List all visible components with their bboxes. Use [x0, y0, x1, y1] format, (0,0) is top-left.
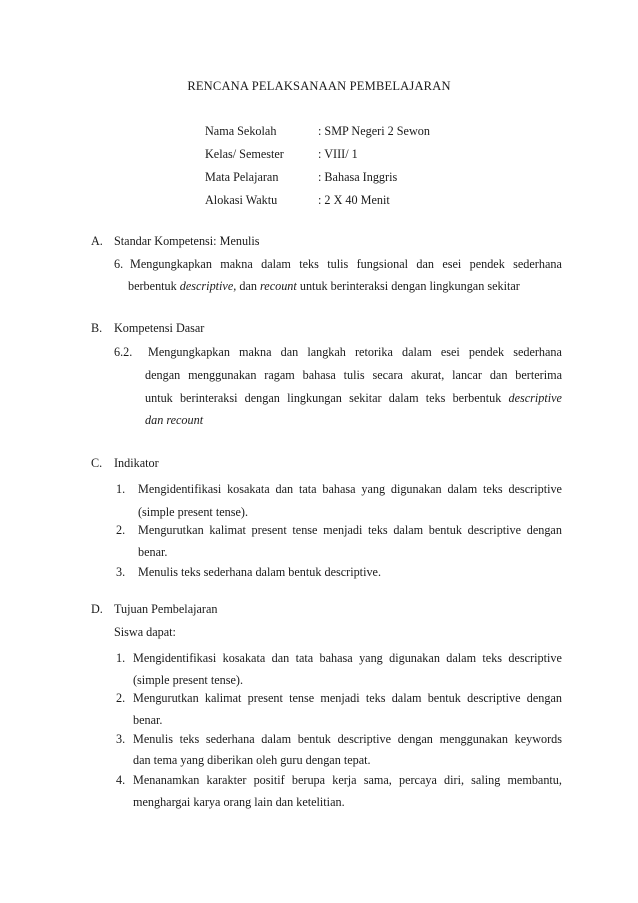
word: berbentuk: [452, 391, 502, 405]
word: berupa: [291, 773, 326, 787]
word: teks: [179, 732, 200, 746]
word: Menulis: [133, 732, 173, 746]
word: descriptive: [467, 691, 521, 705]
word: teks: [482, 651, 503, 665]
word: tulis: [327, 257, 349, 271]
word: dalam: [391, 691, 422, 705]
section-d-letter: D.: [91, 602, 103, 616]
identity-label-class: Kelas/ Semester: [205, 147, 284, 161]
identity-label-time: Alokasi Waktu: [205, 193, 278, 207]
word: dengan: [526, 691, 562, 705]
word: dan: [280, 345, 299, 359]
word: descriptive: [508, 482, 562, 496]
indicator-1-number: 1.: [116, 482, 126, 496]
objective-1-line-1: [133, 652, 562, 664]
word: berinteraksi: [179, 391, 238, 405]
word: untuk: [145, 391, 173, 405]
word: descriptive: [337, 732, 392, 746]
section-a-line-1: [130, 258, 562, 270]
word: berterima: [515, 368, 562, 382]
word: tata: [298, 482, 317, 496]
word: kalimat: [209, 523, 246, 537]
word: teks: [299, 257, 319, 271]
section-b-line-1: [148, 346, 562, 358]
identity-value-subject: : Bahasa Inggris: [318, 170, 398, 184]
word: diri,: [444, 773, 465, 787]
identity-value-time: : 2 X 40 Menit: [318, 193, 390, 207]
word: lingkungan: [287, 391, 342, 405]
word: dengan: [397, 732, 433, 746]
word: makna: [220, 257, 253, 271]
objective-3-number: 3.: [116, 732, 126, 746]
word: yang: [359, 651, 383, 665]
word: percaya: [398, 773, 437, 787]
word: bentuk: [428, 523, 462, 537]
objective-3-line-2: dan tema yang diberikan oleh guru dengan tepat.: [133, 753, 371, 767]
word: langkah: [307, 345, 346, 359]
word: ragam: [264, 368, 295, 382]
identity-label-school: Nama Sekolah: [205, 124, 277, 138]
section-d-intro: Siswa dapat:: [114, 625, 176, 639]
section-b-line-4: dan recount: [145, 413, 204, 427]
word: dan: [489, 368, 508, 382]
word: descriptive: [508, 651, 562, 665]
word: karakter: [206, 773, 247, 787]
word: Mengungkapkan: [148, 345, 230, 359]
word: teks: [365, 691, 386, 705]
word: present: [247, 691, 283, 705]
word: dalam: [261, 257, 291, 271]
word: sama,: [363, 773, 392, 787]
word: lancar: [452, 368, 482, 382]
word: tata: [295, 651, 314, 665]
word: Menanamkan: [133, 773, 200, 787]
word: sederhana: [205, 732, 255, 746]
word: esei: [442, 257, 462, 271]
section-b-letter: B.: [91, 321, 103, 335]
section-a-line-2: berbentuk descriptive, dan recount untuk berinteraksi dengan lingkungan sekitar: [128, 279, 520, 293]
word: akurat,: [410, 368, 445, 382]
word: kerja: [332, 773, 357, 787]
word: sederhana: [513, 257, 562, 271]
word: dalam: [446, 651, 477, 665]
word: dan: [271, 651, 290, 665]
word: tense: [292, 523, 318, 537]
word: menjadi: [323, 523, 363, 537]
word: yang: [361, 482, 386, 496]
word: secara: [372, 368, 403, 382]
indicator-1-line-1: [138, 483, 562, 495]
word: dengan: [244, 391, 280, 405]
indicator-2-number: 2.: [116, 523, 126, 537]
word: dalam: [447, 482, 478, 496]
word: saling: [471, 773, 501, 787]
section-b-item-number: 6.2.: [114, 345, 133, 359]
word: fungsional: [356, 257, 409, 271]
word: dalam: [393, 523, 424, 537]
word: tulis: [343, 368, 365, 382]
section-b-line-2: [145, 369, 562, 381]
word: dalam: [261, 732, 292, 746]
word: Mengurutkan: [138, 523, 204, 537]
word: descriptive: [467, 523, 522, 537]
word: menjadi: [320, 691, 360, 705]
word: Mengungkapkan: [130, 257, 212, 271]
section-d-heading: Tujuan Pembelajaran: [114, 602, 218, 616]
section-b-line-3: [145, 392, 562, 404]
objective-2-number: 2.: [116, 691, 126, 705]
word: positif: [253, 773, 285, 787]
word: bentuk: [297, 732, 331, 746]
indicator-2-line-2: benar.: [138, 545, 168, 559]
word: bahasa: [319, 651, 353, 665]
identity-value-school: : SMP Negeri 2 Sewon: [318, 124, 430, 138]
word: digunakan: [390, 482, 442, 496]
word: makna: [239, 345, 272, 359]
word: pendek: [469, 257, 505, 271]
word: tense: [289, 691, 315, 705]
word: teks: [483, 482, 503, 496]
objective-2-line-1: [133, 692, 562, 704]
word: membantu,: [507, 773, 562, 787]
word: digunakan: [389, 651, 440, 665]
word-emphasis: descriptive: [508, 391, 562, 405]
indicator-2-line-1: [138, 524, 562, 536]
objective-4-line-1: [133, 774, 562, 786]
word: dalam: [388, 391, 419, 405]
section-a-item-number: 6.: [114, 257, 124, 271]
word: bahasa: [302, 368, 336, 382]
word: kalimat: [204, 691, 242, 705]
indicator-3-line-1: Menulis teks sederhana dalam bentuk descriptive.: [138, 565, 382, 579]
word: menggunakan: [188, 368, 257, 382]
indicator-1-line-2: (simple present tense).: [138, 505, 248, 519]
word: sekitar: [349, 391, 382, 405]
word: Mengurutkan: [133, 691, 199, 705]
objective-1-line-2: (simple present tense).: [133, 673, 243, 687]
identity-label-subject: Mata Pelajaran: [205, 170, 279, 184]
objective-4-line-2: menghargai karya orang lain dan ketelitian.: [133, 795, 345, 809]
word: Mengidentifikasi: [133, 651, 217, 665]
word: kosakata: [227, 482, 270, 496]
word: present: [251, 523, 287, 537]
word: dan: [416, 257, 434, 271]
objective-2-line-2: benar.: [133, 713, 163, 727]
section-b-heading: Kompetensi Dasar: [114, 321, 205, 335]
section-a-heading: Standar Kompetensi: Menulis: [114, 234, 260, 248]
word: bahasa: [322, 482, 356, 496]
word: teks: [368, 523, 388, 537]
word: teks: [425, 391, 446, 405]
word: kosakata: [222, 651, 266, 665]
word: menggunakan: [439, 732, 508, 746]
document-title: RENCANA PELAKSANAAN PEMBELAJARAN: [187, 79, 451, 93]
word: dan: [275, 482, 294, 496]
indicator-3-number: 3.: [116, 565, 126, 579]
word: bentuk: [427, 691, 461, 705]
identity-value-class: : VIII/ 1: [318, 147, 358, 161]
word: Mengidentifikasi: [138, 482, 222, 496]
section-a-letter: A.: [91, 234, 103, 248]
section-c-heading: Indikator: [114, 456, 159, 470]
objective-1-number: 1.: [116, 651, 126, 665]
word: esei: [440, 345, 460, 359]
section-c-letter: C.: [91, 456, 103, 470]
word: dengan: [145, 368, 181, 382]
word: sederhana: [513, 345, 562, 359]
word: keywords: [514, 732, 562, 746]
word: dalam: [402, 345, 432, 359]
objective-4-number: 4.: [116, 773, 126, 787]
word: dengan: [526, 523, 562, 537]
objective-3-line-1: [133, 733, 562, 745]
word: pendek: [468, 345, 505, 359]
word: retorika: [355, 345, 393, 359]
